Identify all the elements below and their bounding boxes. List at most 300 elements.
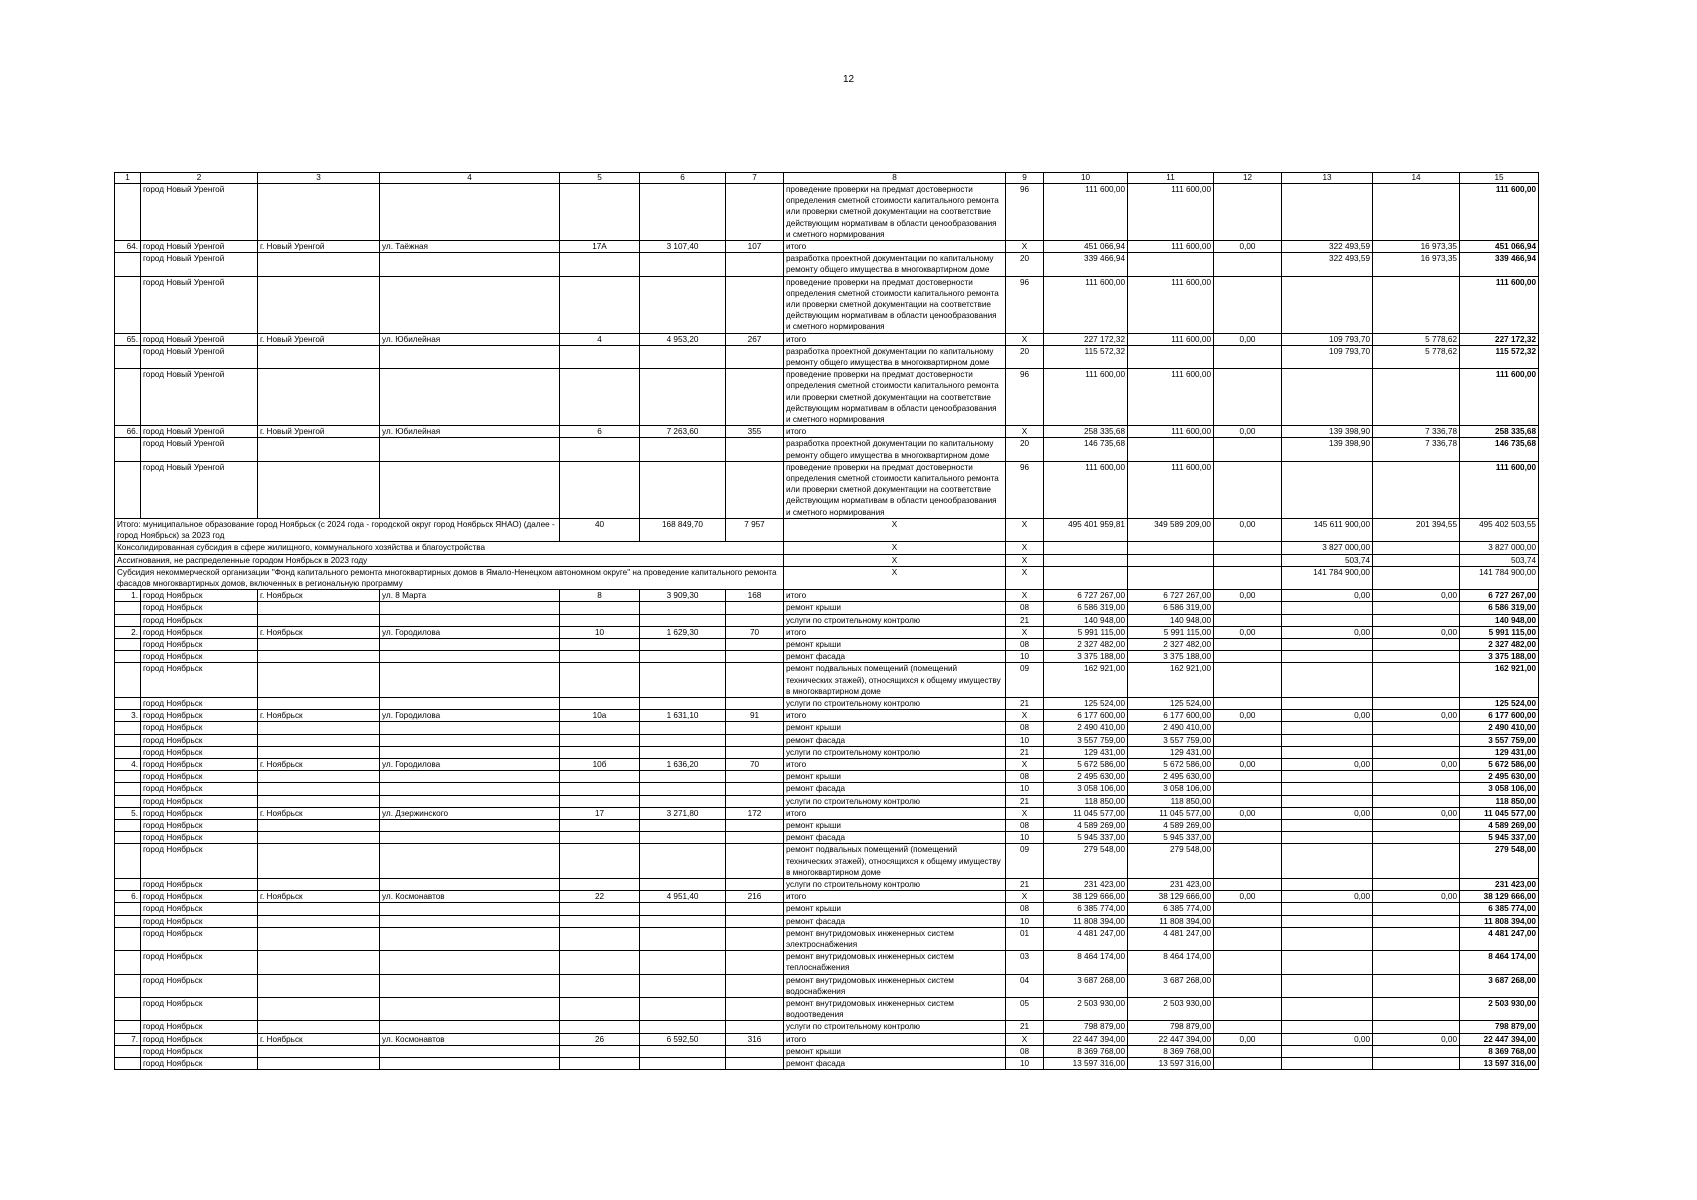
street-cell xyxy=(380,722,560,734)
fund-cost-cell: 3 687 268,00 xyxy=(1128,974,1214,997)
work-type-cell: ремонт крыши xyxy=(784,903,1006,915)
work-code-cell: 08 xyxy=(1006,819,1044,831)
column-number: 3 xyxy=(258,173,380,184)
fund-cost-cell: 2 327 482,00 xyxy=(1128,638,1214,650)
street-cell: ул. Городилова xyxy=(380,758,560,770)
street-cell xyxy=(380,345,560,368)
area-cell: 7 263,60 xyxy=(640,426,726,438)
col12-cell xyxy=(1214,566,1282,589)
work-row xyxy=(115,369,1539,426)
total-cost-cell: 798 879,00 xyxy=(1044,1021,1128,1033)
col12-cell: 0,00 xyxy=(1214,241,1282,253)
col13-cell xyxy=(1282,614,1373,626)
total-cost-cell: 8 464 174,00 xyxy=(1044,951,1128,974)
fund-cost-cell: 111 600,00 xyxy=(1128,426,1214,438)
col12-cell: 0,00 xyxy=(1214,590,1282,602)
column-number: 9 xyxy=(1006,173,1044,184)
col15-cell: 118 850,00 xyxy=(1460,795,1539,807)
work-code-cell: Х xyxy=(1006,710,1044,722)
work-row xyxy=(115,602,1539,614)
col14-cell: 16 973,35 xyxy=(1373,241,1460,253)
col15-cell: 2 503 930,00 xyxy=(1460,998,1539,1021)
settlement-cell xyxy=(258,369,380,426)
street-cell: ул. Юбилейная xyxy=(380,426,560,438)
area-cell xyxy=(640,651,726,663)
col15-cell: 8 369 768,00 xyxy=(1460,1045,1539,1057)
house-number-cell xyxy=(560,795,640,807)
residents-cell: 168 xyxy=(726,590,784,602)
work-type-cell: ремонт фасада xyxy=(784,915,1006,927)
area-cell xyxy=(640,184,726,241)
work-type-cell: ремонт крыши xyxy=(784,638,1006,650)
house-number-cell xyxy=(560,651,640,663)
fund-cost-cell: 22 447 394,00 xyxy=(1128,1033,1214,1045)
total-cost-cell: 2 490 410,00 xyxy=(1044,722,1128,734)
total-cost-cell: 3 557 759,00 xyxy=(1044,734,1128,746)
work-code-cell: 20 xyxy=(1006,345,1044,368)
col12-cell: 0,00 xyxy=(1214,426,1282,438)
street-cell xyxy=(380,819,560,831)
house-number-cell xyxy=(560,345,640,368)
settlement-cell xyxy=(258,614,380,626)
row-number-cell xyxy=(115,651,141,663)
work-row xyxy=(115,276,1539,333)
work-row xyxy=(115,927,1539,950)
work-code-cell: 10 xyxy=(1006,651,1044,663)
house-number-cell xyxy=(560,1021,640,1033)
work-code-cell: 10 xyxy=(1006,915,1044,927)
house-number-cell xyxy=(560,844,640,879)
work-type-cell: Х xyxy=(784,518,1006,541)
area-cell xyxy=(640,819,726,831)
residents-cell xyxy=(726,663,784,698)
col15-cell: 451 066,94 xyxy=(1460,241,1539,253)
residents-cell xyxy=(726,927,784,950)
col12-cell xyxy=(1214,651,1282,663)
col13-cell xyxy=(1282,369,1373,426)
total-cost-cell: 111 600,00 xyxy=(1044,461,1128,518)
col12-cell xyxy=(1214,1021,1282,1033)
settlement-cell: г. Новый Уренгой xyxy=(258,426,380,438)
fund-cost-cell: 13 597 316,00 xyxy=(1128,1058,1214,1070)
settlement-cell xyxy=(258,998,380,1021)
fund-cost-cell: 231 423,00 xyxy=(1128,878,1214,890)
col13-cell xyxy=(1282,795,1373,807)
col14-cell xyxy=(1373,951,1460,974)
work-row xyxy=(115,614,1539,626)
total-cost-cell: 5 672 586,00 xyxy=(1044,758,1128,770)
total-cost-cell: 451 066,94 xyxy=(1044,241,1128,253)
col12-cell xyxy=(1214,614,1282,626)
row-number-cell xyxy=(115,734,141,746)
fund-cost-cell: 279 548,00 xyxy=(1128,844,1214,879)
settlement-cell xyxy=(258,974,380,997)
column-number: 4 xyxy=(380,173,560,184)
residents-cell xyxy=(726,974,784,997)
residents-cell xyxy=(726,184,784,241)
municipality-cell: город Ноябрьск xyxy=(141,1045,258,1057)
col13-cell xyxy=(1282,771,1373,783)
col15-cell: 115 572,32 xyxy=(1460,345,1539,368)
house-number-cell xyxy=(560,951,640,974)
work-code-cell: Х xyxy=(1006,758,1044,770)
col13-cell xyxy=(1282,819,1373,831)
residents-cell xyxy=(726,1045,784,1057)
settlement-cell xyxy=(258,1058,380,1070)
house-number-cell xyxy=(560,614,640,626)
settlement-cell: г. Ноябрьск xyxy=(258,1033,380,1045)
row-number-cell xyxy=(115,974,141,997)
subsidy-note-label: Субсидия некоммерческой организации "Фонд капитального ремонта многоквартирных домов в Ямало-Ненецком автономном округе" на проведение капитального ремонта фасадов многоквартирных домов, включенных в региональную программу xyxy=(115,566,784,589)
row-number-cell xyxy=(115,345,141,368)
street-cell xyxy=(380,602,560,614)
house-number-cell xyxy=(560,602,640,614)
street-cell xyxy=(380,614,560,626)
work-code-cell: Х xyxy=(1006,566,1044,589)
work-row xyxy=(115,878,1539,890)
row-number-cell: 6. xyxy=(115,891,141,903)
street-cell: ул. Космонавтов xyxy=(380,891,560,903)
municipality-cell: город Ноябрьск xyxy=(141,951,258,974)
work-code-cell: 20 xyxy=(1006,253,1044,276)
work-row xyxy=(115,253,1539,276)
column-number: 12 xyxy=(1214,173,1282,184)
area-cell xyxy=(640,771,726,783)
street-cell xyxy=(380,651,560,663)
col14-cell: 16 973,35 xyxy=(1373,253,1460,276)
row-number-cell: 2. xyxy=(115,626,141,638)
fund-cost-cell: 11 808 394,00 xyxy=(1128,915,1214,927)
row-number-cell: 1. xyxy=(115,590,141,602)
street-cell: ул. Городилова xyxy=(380,626,560,638)
municipality-cell: город Ноябрьск xyxy=(141,734,258,746)
col14-cell xyxy=(1373,1058,1460,1070)
work-code-cell: 08 xyxy=(1006,722,1044,734)
area-cell xyxy=(640,345,726,368)
work-type-cell: ремонт крыши xyxy=(784,1045,1006,1057)
municipality-cell: город Ноябрьск xyxy=(141,927,258,950)
house-number-cell xyxy=(560,638,640,650)
col12-cell xyxy=(1214,771,1282,783)
col12-cell: 0,00 xyxy=(1214,518,1282,541)
col12-cell xyxy=(1214,832,1282,844)
area-cell xyxy=(640,878,726,890)
street-cell: ул. Юбилейная xyxy=(380,333,560,345)
col13-cell xyxy=(1282,1021,1373,1033)
fund-cost-cell: 140 948,00 xyxy=(1128,614,1214,626)
residents-cell: 172 xyxy=(726,807,784,819)
fund-cost-cell: 6 385 774,00 xyxy=(1128,903,1214,915)
municipality-cell: город Ноябрьск xyxy=(141,974,258,997)
house-total-row xyxy=(115,807,1539,819)
col15-cell: 5 991 115,00 xyxy=(1460,626,1539,638)
fund-cost-cell: 125 524,00 xyxy=(1128,697,1214,709)
col13-cell xyxy=(1282,602,1373,614)
work-type-cell: итого xyxy=(784,333,1006,345)
work-type-cell: ремонт крыши xyxy=(784,819,1006,831)
row-number-cell xyxy=(115,783,141,795)
total-cost-cell: 339 466,94 xyxy=(1044,253,1128,276)
settlement-cell xyxy=(258,253,380,276)
col15-cell: 6 385 774,00 xyxy=(1460,903,1539,915)
work-type-cell: услуги по строительному контролю xyxy=(784,878,1006,890)
work-row xyxy=(115,998,1539,1021)
street-cell xyxy=(380,1045,560,1057)
residents-cell xyxy=(726,903,784,915)
house-number-cell xyxy=(560,461,640,518)
residents-cell xyxy=(726,697,784,709)
fund-cost-cell: 3 557 759,00 xyxy=(1128,734,1214,746)
municipality-cell: город Ноябрьск xyxy=(141,697,258,709)
col13-cell xyxy=(1282,184,1373,241)
work-type-cell: ремонт фасада xyxy=(784,783,1006,795)
col15-cell: 339 466,94 xyxy=(1460,253,1539,276)
work-row xyxy=(115,461,1539,518)
residents-cell: 316 xyxy=(726,1033,784,1045)
municipality-cell: город Новый Уренгой xyxy=(141,345,258,368)
row-number-cell xyxy=(115,878,141,890)
col14-cell xyxy=(1373,844,1460,879)
work-type-cell: проведение проверки на предмат достоверности определения сметной стоимости капитального ремонта или проверки сметной документации на соответствие действующим нормативам в области ценообразования и сметного нормирования xyxy=(784,184,1006,241)
house-number-cell: 10 xyxy=(560,626,640,638)
house-total-row xyxy=(115,1033,1539,1045)
column-number: 2 xyxy=(141,173,258,184)
fund-cost-cell xyxy=(1128,253,1214,276)
col12-cell xyxy=(1214,878,1282,890)
municipality-cell: город Ноябрьск xyxy=(141,614,258,626)
total-cost-cell: 227 172,32 xyxy=(1044,333,1128,345)
col15-cell: 6 586 319,00 xyxy=(1460,602,1539,614)
work-code-cell: Х xyxy=(1006,626,1044,638)
municipality-cell: город Новый Уренгой xyxy=(141,438,258,461)
row-number-cell xyxy=(115,369,141,426)
total-cost-cell: 2 495 630,00 xyxy=(1044,771,1128,783)
fund-cost-cell: 5 672 586,00 xyxy=(1128,758,1214,770)
total-cost-cell xyxy=(1044,566,1128,589)
street-cell xyxy=(380,844,560,879)
row-number-cell xyxy=(115,276,141,333)
work-code-cell: 01 xyxy=(1006,927,1044,950)
house-number-cell xyxy=(560,663,640,698)
municipality-cell: город Ноябрьск xyxy=(141,878,258,890)
area-cell xyxy=(640,927,726,950)
row-number-cell xyxy=(115,438,141,461)
area-cell: 3 107,40 xyxy=(640,241,726,253)
col12-cell xyxy=(1214,554,1282,566)
area-cell xyxy=(640,998,726,1021)
work-type-cell: ремонт фасада xyxy=(784,1058,1006,1070)
col12-cell xyxy=(1214,915,1282,927)
total-cost-cell: 3 375 188,00 xyxy=(1044,651,1128,663)
street-cell: ул. Дзержинского xyxy=(380,807,560,819)
col13-cell xyxy=(1282,927,1373,950)
col13-cell xyxy=(1282,951,1373,974)
col13-cell xyxy=(1282,1058,1373,1070)
register-table xyxy=(114,172,1539,1070)
house-number-cell xyxy=(560,184,640,241)
area-cell xyxy=(640,1045,726,1057)
house-number-cell xyxy=(560,722,640,734)
col14-cell xyxy=(1373,697,1460,709)
settlement-cell xyxy=(258,734,380,746)
work-row xyxy=(115,771,1539,783)
col15-cell: 146 735,68 xyxy=(1460,438,1539,461)
row-number-cell xyxy=(115,915,141,927)
residents-cell xyxy=(726,614,784,626)
fund-cost-cell: 111 600,00 xyxy=(1128,276,1214,333)
col12-cell xyxy=(1214,663,1282,698)
work-row xyxy=(115,663,1539,698)
col15-cell: 4 589 269,00 xyxy=(1460,819,1539,831)
col13-cell: 322 493,59 xyxy=(1282,253,1373,276)
fund-cost-cell: 111 600,00 xyxy=(1128,369,1214,426)
municipality-cell: город Ноябрьск xyxy=(141,651,258,663)
work-code-cell: 08 xyxy=(1006,602,1044,614)
col13-cell: 139 398,90 xyxy=(1282,438,1373,461)
col14-cell xyxy=(1373,602,1460,614)
fund-cost-cell xyxy=(1128,438,1214,461)
fund-cost-cell: 2 503 930,00 xyxy=(1128,998,1214,1021)
work-type-cell: проведение проверки на предмат достоверности определения сметной стоимости капитального ремонта или проверки сметной документации на соответствие действующим нормативам в области ценообразования и сметного нормирования xyxy=(784,369,1006,426)
street-cell: ул. Космонавтов xyxy=(380,1033,560,1045)
residents-cell xyxy=(726,951,784,974)
col14-cell xyxy=(1373,771,1460,783)
residents-cell xyxy=(726,795,784,807)
work-row xyxy=(115,1045,1539,1057)
work-row xyxy=(115,951,1539,974)
fund-cost-cell: 111 600,00 xyxy=(1128,184,1214,241)
area-cell xyxy=(640,1021,726,1033)
col14-cell xyxy=(1373,566,1460,589)
work-code-cell: 10 xyxy=(1006,734,1044,746)
work-type-cell: разработка проектной документации по капитальному ремонту общего имущества в многоквартирном доме xyxy=(784,438,1006,461)
column-number: 6 xyxy=(640,173,726,184)
col12-cell xyxy=(1214,438,1282,461)
col14-cell xyxy=(1373,663,1460,698)
total-cost-cell: 5 945 337,00 xyxy=(1044,832,1128,844)
col14-cell xyxy=(1373,878,1460,890)
col15-cell: 798 879,00 xyxy=(1460,1021,1539,1033)
work-row xyxy=(115,1021,1539,1033)
col12-cell xyxy=(1214,746,1282,758)
fund-cost-cell: 11 045 577,00 xyxy=(1128,807,1214,819)
residents-cell xyxy=(726,276,784,333)
fund-cost-cell: 3 058 106,00 xyxy=(1128,783,1214,795)
fund-cost-cell: 5 945 337,00 xyxy=(1128,832,1214,844)
col14-cell xyxy=(1373,184,1460,241)
work-code-cell: Х xyxy=(1006,426,1044,438)
house-number-cell xyxy=(560,832,640,844)
col13-cell: 0,00 xyxy=(1282,626,1373,638)
col15-cell: 231 423,00 xyxy=(1460,878,1539,890)
col12-cell xyxy=(1214,276,1282,333)
col15-cell: 6 727 267,00 xyxy=(1460,590,1539,602)
fund-cost-cell: 38 129 666,00 xyxy=(1128,891,1214,903)
street-cell xyxy=(380,927,560,950)
col12-cell xyxy=(1214,783,1282,795)
municipality-total-row xyxy=(115,518,1539,541)
area-cell xyxy=(640,783,726,795)
row-number-cell xyxy=(115,903,141,915)
settlement-cell xyxy=(258,184,380,241)
house-number-cell xyxy=(560,734,640,746)
fund-cost-cell: 4 481 247,00 xyxy=(1128,927,1214,950)
col14-cell xyxy=(1373,722,1460,734)
work-type-cell: ремонт фасада xyxy=(784,734,1006,746)
work-code-cell: Х xyxy=(1006,807,1044,819)
residents-cell xyxy=(726,878,784,890)
area-cell xyxy=(640,795,726,807)
settlement-cell xyxy=(258,651,380,663)
total-cost-cell: 3 687 268,00 xyxy=(1044,974,1128,997)
residents-cell xyxy=(726,915,784,927)
column-number: 11 xyxy=(1128,173,1214,184)
col15-cell: 258 335,68 xyxy=(1460,426,1539,438)
col15-cell: 3 827 000,00 xyxy=(1460,542,1539,554)
municipality-cell: город Ноябрьск xyxy=(141,758,258,770)
work-type-cell: услуги по строительному контролю xyxy=(784,1021,1006,1033)
house-total-row xyxy=(115,426,1539,438)
work-type-cell: ремонт подвальных помещений (помещений технических этажей), относящихся к общему имуществу в многоквартирном доме xyxy=(784,663,1006,698)
col12-cell xyxy=(1214,369,1282,426)
column-number: 15 xyxy=(1460,173,1539,184)
municipality-cell: город Новый Уренгой xyxy=(141,461,258,518)
work-type-cell: ремонт фасада xyxy=(784,832,1006,844)
col14-cell: 5 778,62 xyxy=(1373,333,1460,345)
fund-cost-cell: 2 495 630,00 xyxy=(1128,771,1214,783)
col15-cell: 125 524,00 xyxy=(1460,697,1539,709)
area-cell xyxy=(640,438,726,461)
work-code-cell: 21 xyxy=(1006,697,1044,709)
residents-cell xyxy=(726,1058,784,1070)
col12-cell xyxy=(1214,734,1282,746)
settlement-cell xyxy=(258,722,380,734)
street-cell xyxy=(380,878,560,890)
subsidy-note-row xyxy=(115,554,1539,566)
col15-cell: 503,74 xyxy=(1460,554,1539,566)
col13-cell xyxy=(1282,663,1373,698)
col12-cell xyxy=(1214,345,1282,368)
settlement-cell xyxy=(258,345,380,368)
col12-cell: 0,00 xyxy=(1214,333,1282,345)
work-code-cell: 09 xyxy=(1006,663,1044,698)
settlement-cell xyxy=(258,915,380,927)
house-number-cell xyxy=(560,903,640,915)
col15-cell: 227 172,32 xyxy=(1460,333,1539,345)
street-cell xyxy=(380,697,560,709)
col14-cell xyxy=(1373,819,1460,831)
area-cell xyxy=(640,903,726,915)
col12-cell xyxy=(1214,638,1282,650)
street-cell xyxy=(380,1021,560,1033)
settlement-cell xyxy=(258,276,380,333)
settlement-cell xyxy=(258,697,380,709)
col15-cell: 111 600,00 xyxy=(1460,184,1539,241)
row-number-cell: 65. xyxy=(115,333,141,345)
col15-cell: 3 058 106,00 xyxy=(1460,783,1539,795)
col14-cell xyxy=(1373,915,1460,927)
work-row xyxy=(115,746,1539,758)
work-type-cell: итого xyxy=(784,626,1006,638)
row-number-cell: 7. xyxy=(115,1033,141,1045)
work-code-cell: 08 xyxy=(1006,903,1044,915)
settlement-cell: г. Новый Уренгой xyxy=(258,241,380,253)
settlement-cell xyxy=(258,832,380,844)
fund-cost-cell: 6 727 267,00 xyxy=(1128,590,1214,602)
column-number: 14 xyxy=(1373,173,1460,184)
work-type-cell: итого xyxy=(784,241,1006,253)
work-code-cell: 10 xyxy=(1006,783,1044,795)
